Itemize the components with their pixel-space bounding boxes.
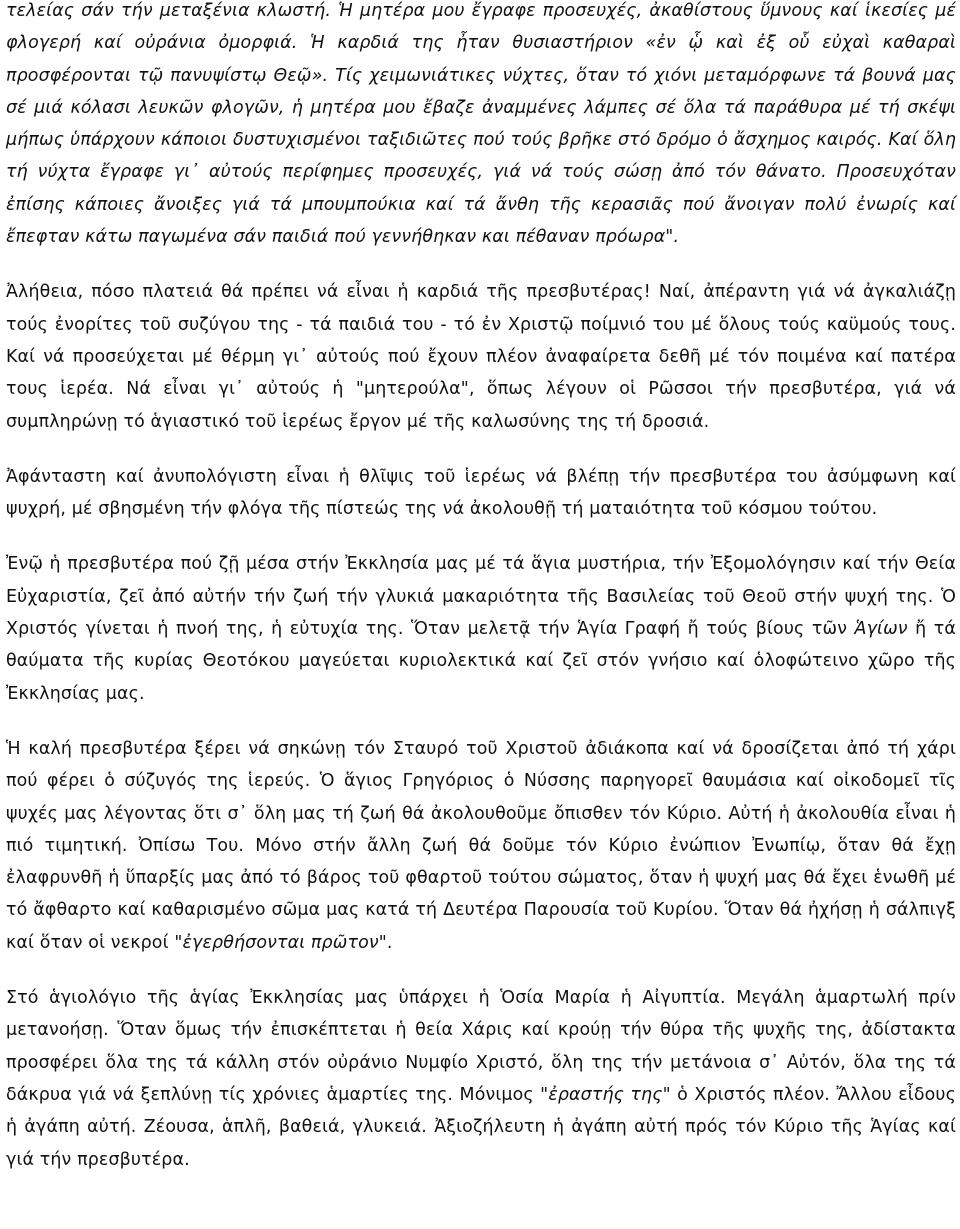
paragraph-6-text-start: Στό ἁγιολόγιο τῆς ἁγίας Ἐκκλησίας μας ὑπάρχει ἡ Ὁσία Μαρία ἡ Αἰγυπτία. Μεγάλη ἁμαρτωλή πρίν μετανοήσῃ. Ὅταν ὅμως τήν ἐπισκέπτεται ἡ θεία Χάρις καί κρούῃ τήν θύρα τῆς ψυχῆς της, ἀδίστακτα προσφέρει ὅλα της τά κάλλη στόν οὐράνιο Νυμφίο Χριστό, ὅλη της τήν μετάνοια σ᾽ Αὐτόν, ὅλα της τά δάκρυα γιά νά ξεπλύνῃ τίς χρόνιες ἁμαρτίες της. Μόνιμος	[6, 988, 956, 1105]
paragraph-5-text-start: Ἡ καλή πρεσβυτέρα ξέρει νά σηκώνῃ τόν Σταυρό τοῦ Χριστοῦ ἀδιάκοπα καί νά δροσίζεται ἀπό τή χάρι πού φέρει ὁ σύζυγός της ἱερεύς. Ὁ ἅγιος Γρηγόριος ὁ Νύσσης παρηγορεῖ θαυμάσια καί οἰκοδομεῖ τῖς ψυχές μας λέγοντας ὅτι σ᾽ ὅλη μας τή ζωή θά ἀκολουθοῦμε ὄπισθεν τόν Κύριο. Αὐτή ἡ ἀκολουθία εἶναι ἡ πιό τιμητική. Ὀπίσω Του. Μόνο στήν ἄλλη ζωή θά δοῦμε τόν Κύριο ἐνώπιον Ἐνωπίῳ, ὅταν θά ἔχῃ ἐλαφρυνθῆ ἡ ὕπαρξίς μας ἀπό τό βάρος τοῦ φθαρτοῦ τούτου σώματος, ὅταν ἡ ψυχή μας θά ἔχει ἑνωθῆ μέ τό ἄφθαρτο καί καθαρισμένο σῶμα μας κατά τή Δευτέρα Παρουσία τοῦ Κυρίου. Ὅταν θά ἠχήσῃ ἡ σάλπιγξ καί ὅταν οἱ νεκροί	[6, 738, 956, 953]
paragraph-3	[6, 461, 956, 526]
paragraph-6-text-end: ὁ Χριστός πλέον. Ἄλλου εἶδους ἡ ἀγάπη αὐτή. Ζέουσα, ἁπλῆ, βαθειά, γλυκειά. Ἀξιοζήλευτη ἡ ἀγάπη αὐτή πρός τόν Κύριο τῆς Ἁγίας καί γιά τήν πρεσβυτέρα.	[6, 1084, 956, 1170]
document-body	[6, 0, 956, 1176]
paragraph-4-italic-saints: Ἁγίων	[854, 619, 908, 640]
paragraph-5-italic-quote: "ἐγερθήσονται πρῶτον"	[174, 932, 387, 953]
paragraph-2	[6, 276, 956, 437]
paragraph-4-text-start: Ἐνῷ ἡ πρεσβυτέρα πού ζῇ μέσα στήν Ἐκκλησία μας μέ τά ἅγια μυστήρια, τήν Ἐξομολόγησιν καί τήν Θεία Εὐχαριστία, ζεῖ ἀπό αὐτήν τήν ζωή τήν γλυκιά μακαριότητα τῆς Βασιλείας τοῦ Θεοῦ στήν ψυχή της. Ὁ Χριστός γίνεται ἡ πνοή της, ἡ εὐτυχία της. Ὅταν μελετᾷ τήν Ἁγία Γραφή ἤ τούς βίους τῶν	[6, 554, 956, 640]
paragraph-4-text-end: ἤ τά θαύματα τῆς κυρίας Θεοτόκου μαγεύεται κυριολεκτικά καί ζεῖ στόν γνήσιο καί ὁλοφώτεινο χῶρο τῆς Ἐκκλησίας μας.	[6, 619, 956, 704]
paragraph-1	[6, 0, 956, 253]
paragraph-5-text-end: .	[386, 932, 393, 953]
paragraph-3-text: Ἀφάνταστη καί ἀνυπολόγιστη εἶναι ἡ θλῖψις τοῦ ἱερέως νά βλέπῃ τήν πρεσβυτέρα του ἀσύμφωνη καί ψυχρή, μέ σβησμένη τήν φλόγα τῆς πίστεώς της νά ἀκολουθῇ τή ματαιότητα τοῦ κόσμου τούτου.	[6, 466, 956, 520]
paragraph-4	[6, 548, 956, 709]
paragraph-1-italic-text: τελείας σάν τήν μεταξένια κλωστή. Ἡ μητέρα μου ἔγραφε προσευχές, ἀκαθίστους ὕμνους καί ἱκεσίες μέ φλογερή καί οὐράνια ὀμορφιά. Ἡ καρδιά της ἦταν θυσιαστήριον «ἐν ᾧ καὶ ἐξ οὗ εὐχαὶ καθαραὶ προσφέρονται τῷ πανυψίστῳ Θεῷ». Τίς χειμωνιάτικες νύχτες, ὅταν τό χιόνι μεταμόρφωνε τά βουνά μας σέ μιά κόλασι λευκῶν φλογῶν, ἡ μητέρα μου ἔβαζε ἀναμμένες λάμπες σέ ὅλα τά παράθυρα μέ τή σκέψι μήπως ὑπάρχουν κάποιοι δυστυχισμένοι ταξιδιῶτες πού τούς βρῆκε στό δρόμο ὁ ἄσχημος καιρός. Καί ὅλη τή νύχτα ἔγραφε γι᾽ αὐτούς περίφημες προσευχές, γιά νά τούς σώσῃ ἀπό τόν θάνατο. Προσευχόταν ἐπίσης κάποιες ἄνοιξες γιά τά μπουμπούκια καί τά ἄνθη τῆς κερασιᾶς πού ἄνοιγαν πολύ ἐνωρίς καί ἔπεφταν κάτω παγωμένα σάν παιδιά πού γεννήθηκαν και πέθαναν πρόωρα".	[6, 1, 956, 248]
paragraph-5	[6, 733, 956, 959]
paragraph-2-text: Ἀλήθεια, πόσο πλατειά θά πρέπει νά εἶναι ἡ καρδιά τῆς πρεσβυτέρας! Ναί, ἀπέραντη γιά νά ἀγκαλιάζῃ τούς ἐνορίτες τοῦ συζύγου της - τά παιδιά του - τό ἐν Χριστῷ ποίμνιό του μέ ὅλους τούς καϋμούς τους. Καί νά προσεύχεται μέ θέρμη γι᾽ αὐτούς πού ἔχουν πλέον ἀναφαίρετα δεθῆ μέ τόν ποιμένα καί πατέρα τους ἱερέα. Νά εἶναι γι᾽ αὐτούς ἡ "μητερούλα", ὅπως λέγουν οἱ Ρῶσσοι τήν πρεσβυτέρα, γιά νά συμπληρώνῃ τό ἁγιαστικό τοῦ ἱερέως ἔργον μέ τῆς καλωσύνης της τή δροσιά.	[6, 282, 956, 432]
paragraph-6-italic-quote: "ἐραστής της"	[540, 1084, 671, 1105]
paragraph-6	[6, 982, 956, 1176]
